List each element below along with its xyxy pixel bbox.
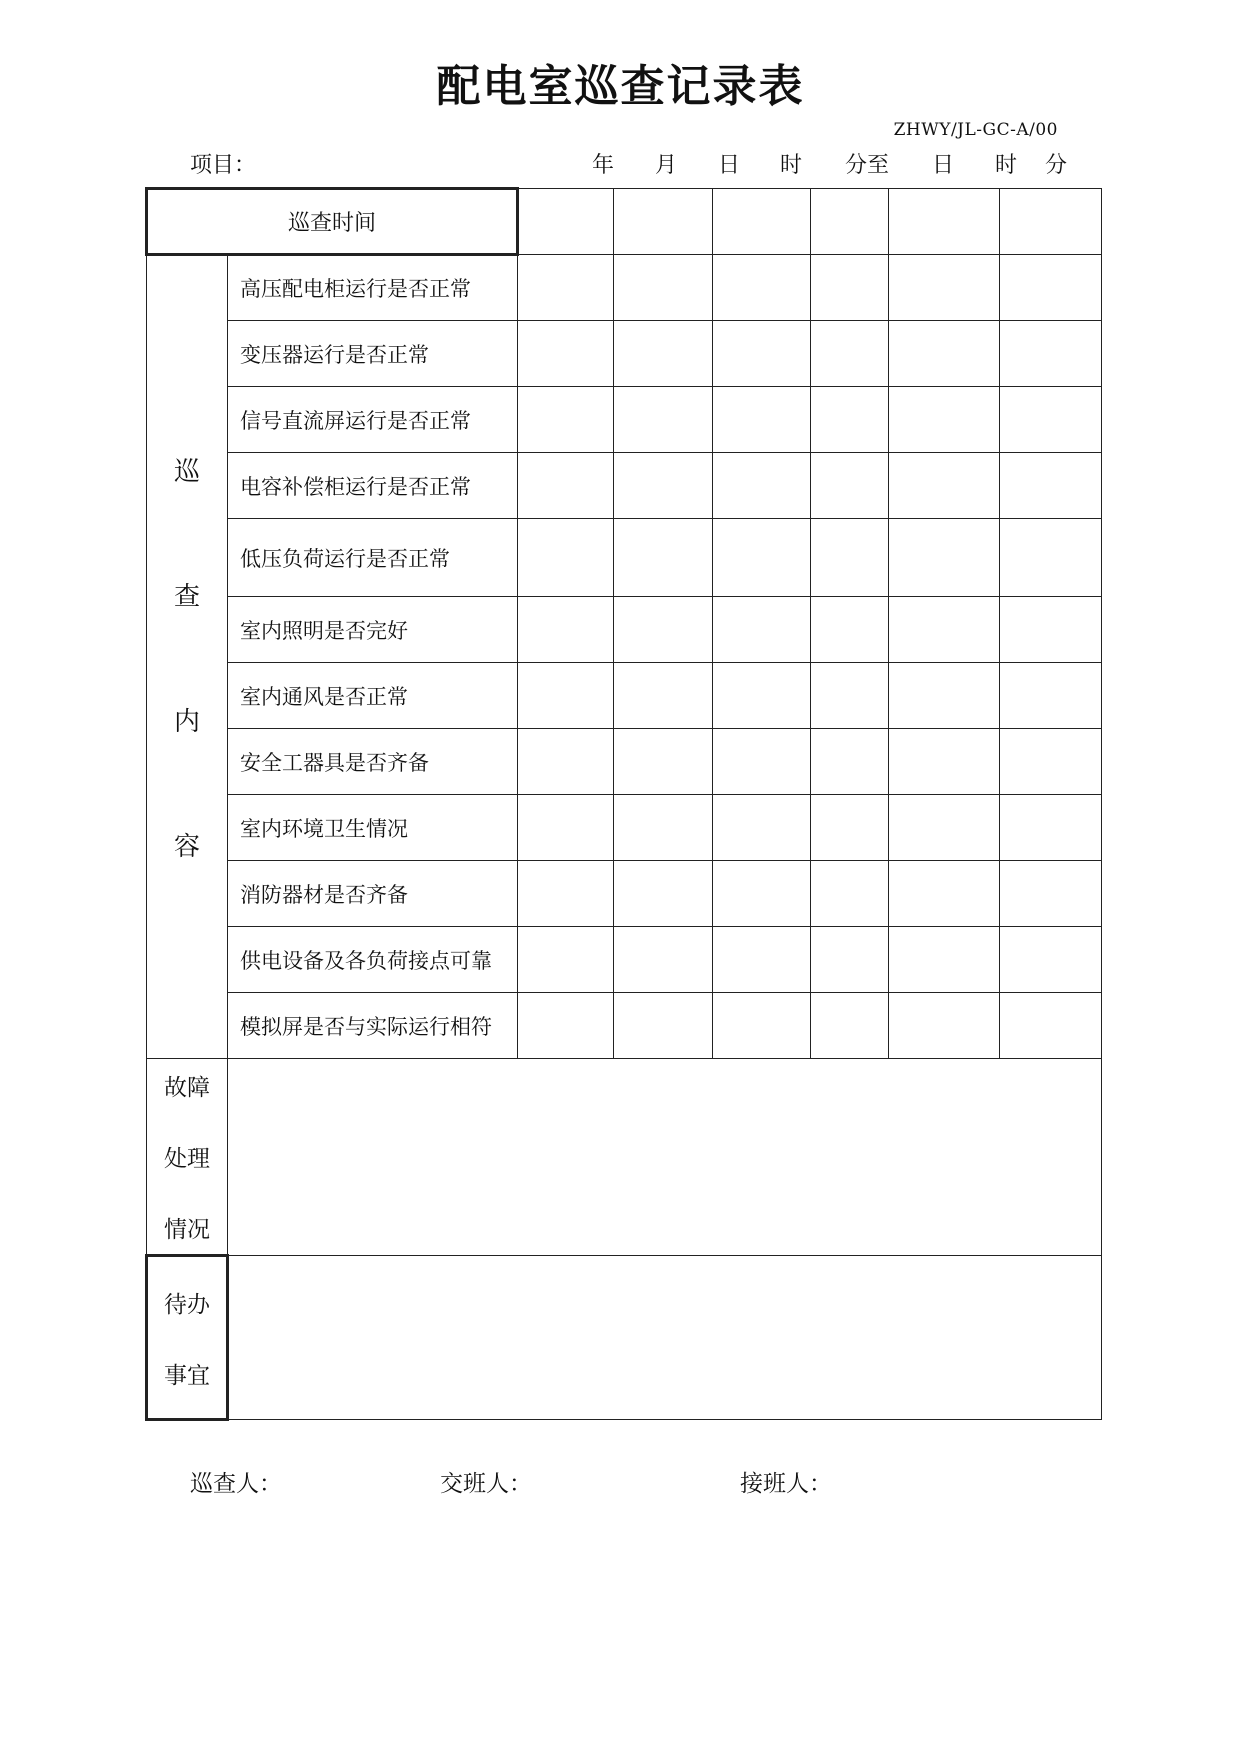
check-cell[interactable]: [889, 993, 1000, 1059]
check-cell[interactable]: [614, 729, 713, 795]
check-cell[interactable]: [713, 795, 811, 861]
time-cell[interactable]: [889, 189, 1000, 255]
check-cell[interactable]: [889, 861, 1000, 927]
item-label: 室内照明是否完好: [228, 597, 518, 663]
check-cell[interactable]: [811, 795, 889, 861]
check-cell[interactable]: [614, 321, 713, 387]
check-cell[interactable]: [811, 663, 889, 729]
receiver-label: 接班人：: [740, 1471, 832, 1497]
check-cell[interactable]: [889, 597, 1000, 663]
check-cell[interactable]: [614, 795, 713, 861]
date-year: 年: [592, 153, 615, 178]
document-code: ZHWY/JL-GC-A/00: [893, 120, 1058, 140]
date-end-day: 日: [932, 153, 955, 178]
check-cell[interactable]: [614, 993, 713, 1059]
table-row: [147, 387, 1102, 453]
handover-label: 交班人：: [440, 1471, 532, 1497]
check-cell[interactable]: [713, 993, 811, 1059]
check-cell[interactable]: [1000, 597, 1102, 663]
fault-label-line: 情况: [164, 1217, 210, 1243]
check-cell[interactable]: [614, 519, 713, 597]
pending-label-line: 待办: [164, 1291, 210, 1318]
check-cell[interactable]: [1000, 387, 1102, 453]
fault-handling-field[interactable]: [228, 1059, 1102, 1256]
table-row: [147, 519, 1102, 597]
check-cell[interactable]: [614, 255, 713, 321]
check-cell[interactable]: [713, 927, 811, 993]
check-cell[interactable]: [614, 861, 713, 927]
check-cell[interactable]: [713, 387, 811, 453]
check-cell[interactable]: [518, 597, 614, 663]
check-cell[interactable]: [1000, 453, 1102, 519]
check-cell[interactable]: [811, 597, 889, 663]
form-title: 配电室巡查记录表: [436, 61, 805, 112]
check-cell[interactable]: [518, 453, 614, 519]
check-cell[interactable]: [889, 729, 1000, 795]
inspection-table: [145, 187, 1102, 1421]
inspection-table-container: [145, 187, 1100, 1439]
time-cell[interactable]: [811, 189, 889, 255]
check-cell[interactable]: [518, 321, 614, 387]
check-cell[interactable]: [518, 795, 614, 861]
check-cell[interactable]: [713, 861, 811, 927]
table-row: [147, 861, 1102, 927]
check-cell[interactable]: [1000, 663, 1102, 729]
pending-matters-row: [147, 1256, 1102, 1420]
table-row: [147, 927, 1102, 993]
check-cell[interactable]: [1000, 927, 1102, 993]
inspection-content-group: [147, 255, 228, 1059]
check-cell[interactable]: [614, 387, 713, 453]
group-char: 查: [173, 582, 200, 612]
check-cell[interactable]: [518, 729, 614, 795]
item-label: 室内通风是否正常: [228, 663, 518, 729]
date-minute-to: 分至: [845, 153, 890, 178]
item-label: 消防器材是否齐备: [228, 861, 518, 927]
check-cell[interactable]: [889, 519, 1000, 597]
check-cell[interactable]: [1000, 795, 1102, 861]
pending-matters-label: [147, 1256, 228, 1420]
check-cell[interactable]: [889, 321, 1000, 387]
check-cell[interactable]: [1000, 861, 1102, 927]
check-cell[interactable]: [518, 861, 614, 927]
check-cell[interactable]: [713, 255, 811, 321]
check-cell[interactable]: [889, 663, 1000, 729]
meta-row: [0, 148, 1241, 178]
time-cell[interactable]: [518, 189, 614, 255]
check-cell[interactable]: [1000, 993, 1102, 1059]
check-cell[interactable]: [1000, 255, 1102, 321]
time-cell[interactable]: [713, 189, 811, 255]
fault-label-line: 故障: [164, 1075, 210, 1101]
check-cell[interactable]: [889, 927, 1000, 993]
item-label: 信号直流屏运行是否正常: [228, 387, 518, 453]
check-cell[interactable]: [811, 519, 889, 597]
check-cell[interactable]: [518, 663, 614, 729]
check-cell[interactable]: [889, 387, 1000, 453]
check-cell[interactable]: [614, 927, 713, 993]
time-cell[interactable]: [614, 189, 713, 255]
table-row: [147, 255, 1102, 321]
group-char: 内: [173, 707, 200, 737]
time-cell[interactable]: [1000, 189, 1102, 255]
check-cell[interactable]: [713, 321, 811, 387]
check-cell[interactable]: [1000, 519, 1102, 597]
table-row: [147, 453, 1102, 519]
pending-label-line: 事宜: [164, 1362, 210, 1389]
signature-row: [0, 1465, 1241, 1497]
check-cell[interactable]: [518, 993, 614, 1059]
check-cell[interactable]: [614, 453, 713, 519]
fault-label-line: 处理: [164, 1146, 210, 1172]
item-label: 变压器运行是否正常: [228, 321, 518, 387]
table-row: [147, 795, 1102, 861]
time-header-label: 巡查时间: [147, 189, 518, 255]
check-cell[interactable]: [713, 729, 811, 795]
item-label: 室内环境卫生情况: [228, 795, 518, 861]
check-cell[interactable]: [713, 663, 811, 729]
project-label: 项目：: [190, 153, 257, 178]
check-cell[interactable]: [811, 861, 889, 927]
check-cell[interactable]: [1000, 729, 1102, 795]
item-label: 电容补偿柜运行是否正常: [228, 453, 518, 519]
table-row: [147, 321, 1102, 387]
check-cell[interactable]: [614, 663, 713, 729]
group-char: 容: [173, 832, 200, 862]
check-cell[interactable]: [811, 729, 889, 795]
item-label: 模拟屏是否与实际运行相符: [228, 993, 518, 1059]
table-row: [147, 993, 1102, 1059]
item-label: 低压负荷运行是否正常: [228, 519, 518, 597]
check-cell[interactable]: [889, 453, 1000, 519]
date-hour: 时: [780, 153, 803, 178]
date-month: 月: [655, 153, 678, 178]
item-label: 供电设备及各负荷接点可靠: [228, 927, 518, 993]
fault-handling-row: [147, 1059, 1102, 1256]
check-cell[interactable]: [713, 453, 811, 519]
table-row: [147, 663, 1102, 729]
check-cell[interactable]: [713, 597, 811, 663]
table-row: [147, 597, 1102, 663]
check-cell[interactable]: [518, 927, 614, 993]
check-cell[interactable]: [614, 597, 713, 663]
check-cell[interactable]: [889, 795, 1000, 861]
table-row: [147, 729, 1102, 795]
check-cell[interactable]: [811, 321, 889, 387]
check-cell[interactable]: [889, 255, 1000, 321]
date-end-hour: 时: [995, 153, 1018, 178]
check-cell[interactable]: [811, 255, 889, 321]
inspector-label: 巡查人：: [190, 1471, 282, 1497]
check-cell[interactable]: [811, 993, 889, 1059]
date-end-minute: 分: [1045, 153, 1068, 178]
check-cell[interactable]: [1000, 321, 1102, 387]
check-cell[interactable]: [518, 255, 614, 321]
item-label: 高压配电柜运行是否正常: [228, 255, 518, 321]
time-header-row: [147, 189, 1102, 255]
check-cell[interactable]: [518, 387, 614, 453]
pending-matters-field[interactable]: [228, 1256, 1102, 1420]
check-cell[interactable]: [811, 927, 889, 993]
check-cell[interactable]: [713, 519, 811, 597]
check-cell[interactable]: [811, 387, 889, 453]
check-cell[interactable]: [811, 453, 889, 519]
item-label: 安全工器具是否齐备: [228, 729, 518, 795]
date-day: 日: [718, 153, 741, 178]
group-char: 巡: [173, 457, 200, 487]
check-cell[interactable]: [518, 519, 614, 597]
fault-handling-label: [147, 1059, 228, 1256]
